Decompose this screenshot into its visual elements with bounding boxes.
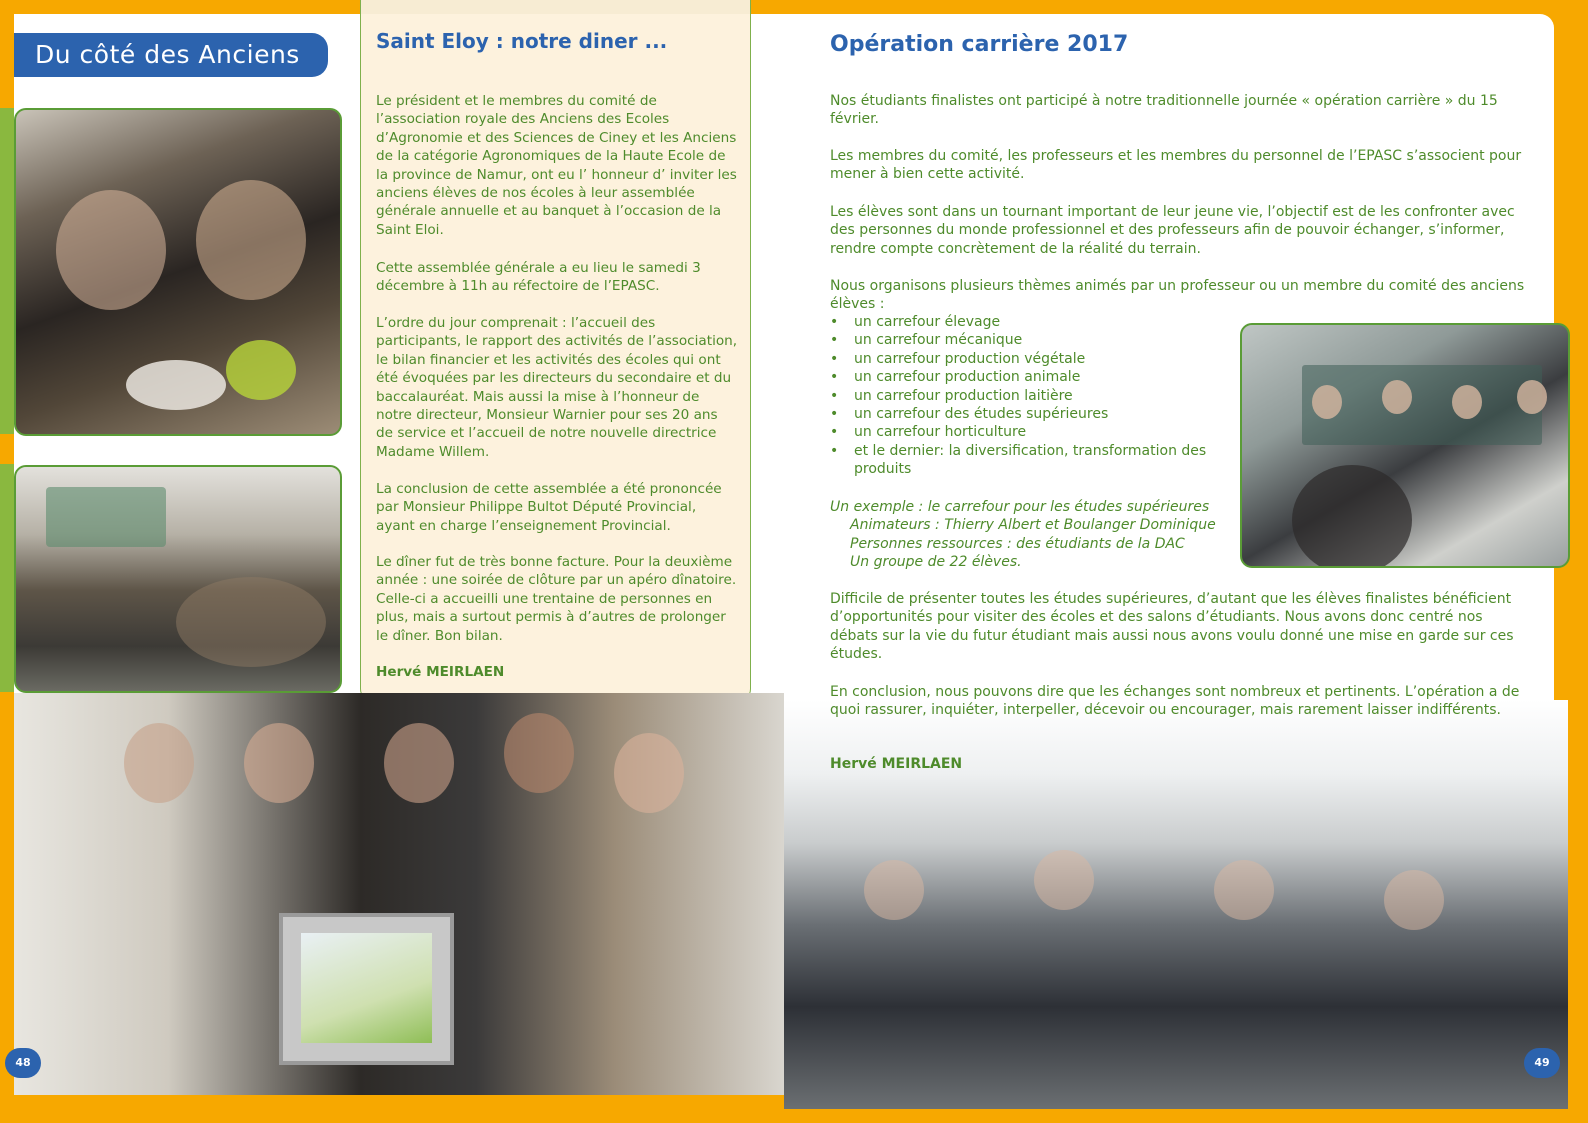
example-line: Personnes ressources : des étudiants de la DAC xyxy=(850,535,1185,552)
bullet-icon: • xyxy=(830,369,839,386)
photo-career-panel xyxy=(1240,323,1570,568)
themes-list xyxy=(830,313,1230,479)
bullet-icon: • xyxy=(830,332,839,349)
article-paragraph: Les élèves sont dans un tournant important de leur jeune vie, l’objectif est de les confronter avec des personnes du monde professionnel et des professeurs afin de pouvoir échanger, s’informer, rendre compte concrètement de la réalité du terrain. xyxy=(830,204,1515,257)
article-box-saint-eloy xyxy=(360,0,751,703)
bullet-icon: • xyxy=(830,314,839,330)
page-number: 49 xyxy=(1524,1048,1560,1078)
article-title: Saint Eloy : notre diner ... xyxy=(376,29,668,53)
list-item: • un carrefour mécanique xyxy=(830,332,1023,349)
bullet-icon: • xyxy=(830,424,839,441)
green-accent-strip xyxy=(0,108,14,434)
section-title: Du côté des Anciens xyxy=(14,33,328,77)
list-item: • et le dernier: la diversification, transformation des produits xyxy=(830,442,1207,478)
article-author: Hervé MEIRLAEN xyxy=(376,664,505,680)
photo-banquet-table xyxy=(14,108,342,436)
example-line: Animateurs : Thierry Albert et Boulanger Dominique xyxy=(850,517,1216,534)
article-author: Hervé MEIRLAEN xyxy=(830,756,963,772)
article-paragraph: La conclusion de cette assemblée a été prononcée par Monsieur Philippe Bultot Député Provincial, ayant en charge l’enseignement Provincial. xyxy=(376,481,722,534)
article-paragraph: En conclusion, nous pouvons dire que les échanges sont nombreux et pertinents. L’opération a de quoi rassurer, inquiéter, interpeller, décevoir ou encourager, mais rarement laisser indifférents. xyxy=(830,684,1520,719)
bullet-icon: • xyxy=(830,406,839,423)
green-accent-strip xyxy=(0,464,14,692)
bullet-icon: • xyxy=(830,442,839,459)
list-item: • un carrefour production laitière xyxy=(830,387,1073,404)
article-paragraph: Difficile de présenter toutes les études supérieures, d’autant que les élèves finalistes bénéficient d’opportunités pour visiter des écoles et des salons d’étudiants. Nous avons donc centré nos débats sur la vie du futur étudiant mais aussi nous avons voulu donné une mise en garde sur ces études. xyxy=(830,591,1514,663)
bullet-icon: • xyxy=(830,350,839,367)
article-paragraph: L’ordre du jour comprenait : l’accueil des participants, le rapport des activités de l’association, le bilan financier et les activités des écoles qui ont été évoquées par les directeurs du secondaire et du baccalauréat. Mais aussi la mise à l’honneur de notre directeur, Monsieur Warnier pour ses 20 ans de service et l’accueil de notre nouvelle directrice Madame Willem. xyxy=(376,315,738,460)
article-paragraph: Le président et le membres du comité de l’association royale des Anciens des Ecoles d’Agronomie et des Sciences de Ciney et les Anciens de la catégorie Agronomiques de la Haute Ecole de la province de Namur, ont eu l’ honneur d’ inviter les anciens élèves de nos écoles à leur assemblée générale annuelle et au banquet à l’occasion de la Saint Eloi. xyxy=(376,93,737,238)
list-item: • un carrefour horticulture xyxy=(830,424,1027,441)
article-paragraph: Nous organisons plusieurs thèmes animés par un professeur ou un membre du comité des anciens élèves : xyxy=(830,278,1525,313)
article-paragraph: Le dîner fut de très bonne facture. Pour la deuxième année : une soirée de clôture par un apéro dînatoire. Celle-ci a accueilli une trentaine de personnes en plus, mais a surtout permis à d’autres de prolonger le dîner. Bon bilan. xyxy=(376,554,737,644)
article-paragraph: Nos étudiants finalistes ont participé à notre traditionnelle journée « opération carrière » du 15 février. xyxy=(830,93,1498,128)
article-paragraph: Cette assemblée générale a eu lieu le samedi 3 décembre à 11h au réfectoire de l’EPASC. xyxy=(376,260,701,295)
page-number: 48 xyxy=(5,1048,41,1078)
list-item: • un carrefour production animale xyxy=(830,369,1081,386)
bullet-icon: • xyxy=(830,387,839,404)
list-item: • un carrefour des études supérieures xyxy=(830,406,1109,423)
right-page xyxy=(784,0,1568,1109)
photo-group-with-painting xyxy=(14,693,784,1095)
photo-assembly-audience xyxy=(14,465,342,693)
list-item: • un carrefour production végétale xyxy=(830,350,1086,367)
example-block xyxy=(830,498,1216,572)
example-line: Un exemple : le carrefour pour les études supérieures xyxy=(830,499,1210,515)
example-line: Un groupe de 22 élèves. xyxy=(850,554,1022,571)
list-item: • un carrefour élevage xyxy=(830,314,1001,330)
article-box-header xyxy=(361,0,750,14)
article-title: Opération carrière 2017 xyxy=(830,32,1129,57)
article-paragraph: Les membres du comité, les professeurs et les membres du personnel de l’EPASC s’associent pour mener à bien cette activité. xyxy=(830,148,1522,183)
left-page xyxy=(0,0,784,1109)
